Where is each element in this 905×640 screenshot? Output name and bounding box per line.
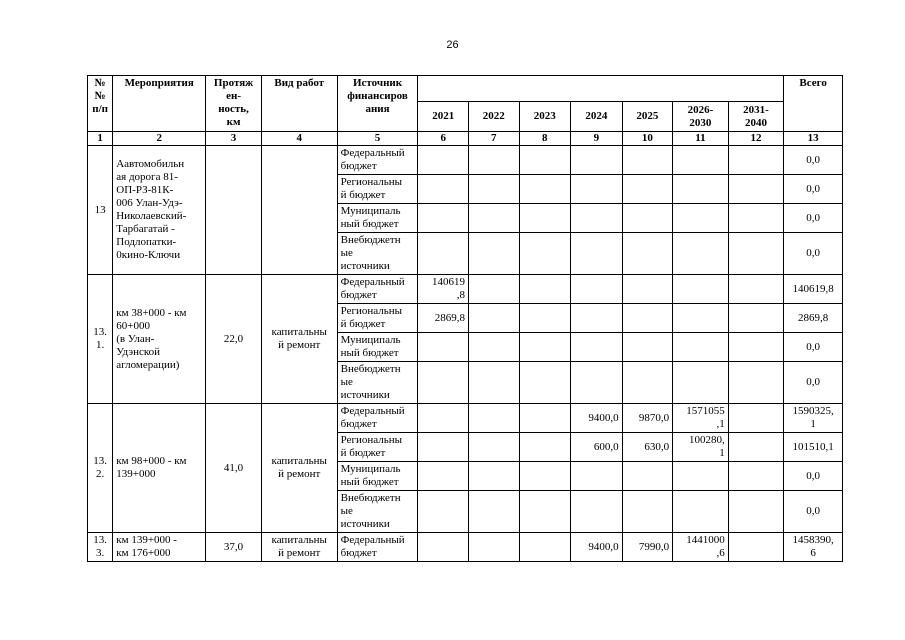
financing-source: Муниципаль ный бюджет: [337, 204, 418, 233]
road-length: [206, 146, 262, 275]
amount-cell: [673, 362, 729, 404]
table-row: [88, 146, 843, 175]
amount-cell: [571, 233, 623, 275]
total-cell: 140619,8: [784, 275, 843, 304]
work-type: капитальны й ремонт: [261, 404, 337, 533]
column-index-7: 7: [469, 132, 520, 146]
amount-cell: [418, 146, 469, 175]
header-year-5: 2026- 2030: [673, 102, 729, 132]
total-cell: 2869,8: [784, 304, 843, 333]
header-year-0: 2021: [418, 102, 469, 132]
amount-cell: [469, 333, 520, 362]
amount-cell: [519, 204, 571, 233]
column-index-8: 8: [519, 132, 571, 146]
amount-cell: 140619 ,8: [418, 275, 469, 304]
amount-cell: [469, 433, 520, 462]
amount-cell: [519, 146, 571, 175]
amount-cell: [418, 433, 469, 462]
amount-cell: [519, 433, 571, 462]
column-index-3: 3: [206, 132, 262, 146]
amount-cell: [469, 462, 520, 491]
amount-cell: 100280, 1: [673, 433, 729, 462]
amount-cell: [622, 491, 673, 533]
amount-cell: [728, 146, 784, 175]
header-year-2: 2023: [519, 102, 571, 132]
amount-cell: [728, 275, 784, 304]
header-num: № № п/п: [88, 76, 113, 132]
amount-cell: [418, 175, 469, 204]
row-number: 13. 3.: [88, 533, 113, 562]
amount-cell: [673, 491, 729, 533]
amount-cell: [571, 491, 623, 533]
total-cell: 1458390, 6: [784, 533, 843, 562]
amount-cell: [469, 533, 520, 562]
total-cell: 0,0: [784, 204, 843, 233]
road-length: 41,0: [206, 404, 262, 533]
amount-cell: [519, 233, 571, 275]
amount-cell: [571, 275, 623, 304]
column-index-4: 4: [261, 132, 337, 146]
amount-cell: [469, 404, 520, 433]
amount-cell: [673, 204, 729, 233]
amount-cell: [673, 146, 729, 175]
amount-cell: [728, 404, 784, 433]
amount-cell: [728, 491, 784, 533]
financing-source: Муниципаль ный бюджет: [337, 462, 418, 491]
amount-cell: [519, 362, 571, 404]
amount-cell: [728, 304, 784, 333]
financing-source: Внебюджетн ые источники: [337, 233, 418, 275]
amount-cell: [728, 333, 784, 362]
amount-cell: 630,0: [622, 433, 673, 462]
column-index-10: 10: [622, 132, 673, 146]
table-row: [88, 275, 843, 304]
amount-cell: [622, 146, 673, 175]
amount-cell: [418, 204, 469, 233]
amount-cell: [571, 362, 623, 404]
event-name: Аавтомобильн ая дорога 81- ОП-РЗ-81К- 006 Улан-Удэ- Николаевский- Тарбагатай - Подлопатки- 0кино-Ключи: [113, 146, 206, 275]
work-type: [261, 146, 337, 275]
amount-cell: [728, 462, 784, 491]
amount-cell: [469, 304, 520, 333]
amount-cell: [673, 333, 729, 362]
row-number: 13. 2.: [88, 404, 113, 533]
header-year-6: 2031- 2040: [728, 102, 784, 132]
amount-cell: [622, 304, 673, 333]
amount-cell: [418, 404, 469, 433]
financing-source: Региональны й бюджет: [337, 304, 418, 333]
amount-cell: [519, 533, 571, 562]
amount-cell: [519, 491, 571, 533]
amount-cell: 9400,0: [571, 533, 623, 562]
row-number: 13. 1.: [88, 275, 113, 404]
event-name: км 98+000 - км 139+000: [113, 404, 206, 533]
total-cell: 0,0: [784, 462, 843, 491]
amount-cell: [519, 333, 571, 362]
financing-source: Федеральный бюджет: [337, 275, 418, 304]
road-length: 37,0: [206, 533, 262, 562]
total-cell: 0,0: [784, 175, 843, 204]
amount-cell: [673, 275, 729, 304]
header-year-3: 2024: [571, 102, 623, 132]
amount-cell: [418, 462, 469, 491]
amount-cell: [728, 433, 784, 462]
amount-cell: [519, 175, 571, 204]
amount-cell: [571, 462, 623, 491]
amount-cell: [571, 333, 623, 362]
amount-cell: 1571055 ,1: [673, 404, 729, 433]
amount-cell: [728, 233, 784, 275]
amount-cell: [519, 275, 571, 304]
amount-cell: [728, 362, 784, 404]
header-source: Источник финансиров ания: [337, 76, 418, 132]
total-cell: 0,0: [784, 233, 843, 275]
amount-cell: 2869,8: [418, 304, 469, 333]
table-row: [88, 404, 843, 433]
amount-cell: [622, 362, 673, 404]
column-index-9: 9: [571, 132, 623, 146]
amount-cell: 9870,0: [622, 404, 673, 433]
amount-cell: [571, 146, 623, 175]
amount-cell: [469, 204, 520, 233]
amount-cell: [571, 175, 623, 204]
amount-cell: [622, 175, 673, 204]
financing-table: [87, 75, 843, 562]
amount-cell: [728, 533, 784, 562]
column-index-11: 11: [673, 132, 729, 146]
amount-cell: [673, 462, 729, 491]
column-index-6: 6: [418, 132, 469, 146]
amount-cell: [469, 491, 520, 533]
event-name: км 139+000 - км 176+000: [113, 533, 206, 562]
financing-source: Региональны й бюджет: [337, 433, 418, 462]
amount-cell: 1441000 ,6: [673, 533, 729, 562]
financing-source: Региональны й бюджет: [337, 175, 418, 204]
amount-cell: 600,0: [571, 433, 623, 462]
amount-cell: [469, 233, 520, 275]
total-cell: 0,0: [784, 333, 843, 362]
amount-cell: [418, 333, 469, 362]
work-type: капитальны й ремонт: [261, 533, 337, 562]
amount-cell: [519, 462, 571, 491]
amount-cell: 7990,0: [622, 533, 673, 562]
amount-cell: [728, 175, 784, 204]
financing-source: Муниципаль ный бюджет: [337, 333, 418, 362]
amount-cell: [728, 204, 784, 233]
header-years-span: [418, 76, 784, 102]
event-name: км 38+000 - км 60+000 (в Улан- Удэнской агломерации): [113, 275, 206, 404]
total-cell: 101510,1: [784, 433, 843, 462]
column-index-5: 5: [337, 132, 418, 146]
amount-cell: [622, 204, 673, 233]
financing-source: Внебюджетн ые источники: [337, 491, 418, 533]
amount-cell: [673, 304, 729, 333]
amount-cell: [673, 175, 729, 204]
amount-cell: [622, 333, 673, 362]
row-number: 13: [88, 146, 113, 275]
amount-cell: [418, 491, 469, 533]
amount-cell: [571, 304, 623, 333]
amount-cell: [418, 362, 469, 404]
column-index-2: 2: [113, 132, 206, 146]
table-row: [88, 533, 843, 562]
amount-cell: [519, 404, 571, 433]
amount-cell: [469, 175, 520, 204]
financing-source: Федеральный бюджет: [337, 146, 418, 175]
amount-cell: 9400,0: [571, 404, 623, 433]
total-cell: 0,0: [784, 362, 843, 404]
financing-source: Федеральный бюджет: [337, 404, 418, 433]
amount-cell: [418, 533, 469, 562]
header-year-4: 2025: [622, 102, 673, 132]
total-cell: 1590325, 1: [784, 404, 843, 433]
column-index-1: 1: [88, 132, 113, 146]
financing-source: Внебюджетн ые источники: [337, 362, 418, 404]
header-year-1: 2022: [469, 102, 520, 132]
header-event: Мероприятия: [113, 76, 206, 132]
amount-cell: [622, 275, 673, 304]
amount-cell: [469, 362, 520, 404]
amount-cell: [519, 304, 571, 333]
header-work: Вид работ: [261, 76, 337, 132]
amount-cell: [673, 233, 729, 275]
amount-cell: [571, 204, 623, 233]
column-index-12: 12: [728, 132, 784, 146]
amount-cell: [622, 233, 673, 275]
road-length: 22,0: [206, 275, 262, 404]
amount-cell: [418, 233, 469, 275]
page-number: 26: [446, 39, 459, 51]
header-length: Протяж ен- ность, км: [206, 76, 262, 132]
header-total: Всего: [784, 76, 843, 132]
work-type: капитальны й ремонт: [261, 275, 337, 404]
total-cell: 0,0: [784, 146, 843, 175]
total-cell: 0,0: [784, 491, 843, 533]
column-index-13: 13: [784, 132, 843, 146]
amount-cell: [469, 275, 520, 304]
amount-cell: [469, 146, 520, 175]
amount-cell: [622, 462, 673, 491]
financing-source: Федеральный бюджет: [337, 533, 418, 562]
